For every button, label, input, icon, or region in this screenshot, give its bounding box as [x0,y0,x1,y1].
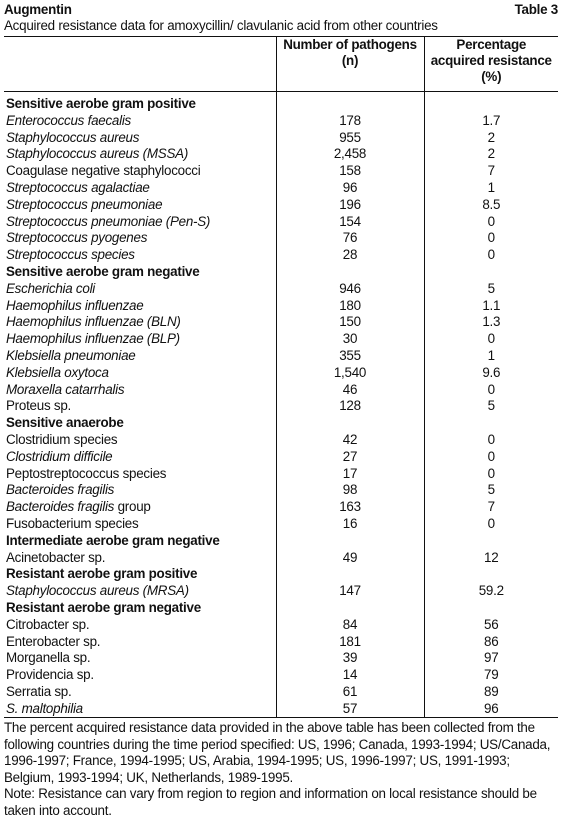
table-row [4,634,558,651]
organism-name: Haemophilus influenzae (BLN) [6,314,181,330]
resistance-percent: 1 [487,347,495,363]
footnote-note: Note: Resistance can vary from region to region and information on local resistance should be taken into account. [4,786,537,818]
table-row [4,482,558,499]
resistance-percent: 0 [487,381,495,397]
organism-name: Peptostreptococcus species [6,465,167,481]
resistance-percent: 9.6 [482,364,501,380]
table-row [4,146,558,163]
resistance-percent: 7 [487,499,495,515]
organism-name: Bacteroides fragilis [6,482,115,498]
pathogen-count: 147 [276,583,424,600]
pathogen-count: 1,540 [276,365,424,382]
resistance-percent: 1 [487,179,495,195]
table-row [4,382,558,399]
resistance-percent: 0 [487,331,495,347]
table-row [4,298,558,315]
organism-name: Klebsiella pneumoniae [6,347,136,363]
group-heading: Sensitive anaerobe [6,415,124,431]
pathogen-count: 180 [276,298,424,315]
organism-column-header [4,37,276,92]
organism-name: S. maltophilia [6,700,83,716]
empty-cell [424,415,558,432]
empty-cell [424,566,558,583]
pathogen-count: 42 [276,432,424,449]
organism-name: Clostridium species [6,431,118,447]
organism-name: Enterobacter sp. [6,633,101,649]
resistance-percent-column-header [424,37,558,92]
table-row [4,684,558,701]
resistance-percent: 0 [487,247,495,263]
table-row [4,247,558,264]
resistance-percent: 5 [487,398,495,414]
table-row [4,180,558,197]
table-row [4,432,558,449]
table-title-row [4,2,558,18]
empty-cell [276,264,424,281]
table-row [4,113,558,130]
organism-name: Staphylococcus aureus (MRSA) [6,583,189,599]
resistance-percent: 89 [484,683,499,699]
pathogen-count: 14 [276,667,424,684]
organism-name: Escherichia coli [6,280,96,296]
empty-cell [424,92,558,113]
table-row [4,550,558,567]
empty-cell [424,533,558,550]
pathogen-count: 46 [276,382,424,399]
table-row [4,281,558,298]
resistance-percent: 56 [484,616,499,632]
organism-name: Streptococcus pyogenes [6,230,148,246]
table-row [4,314,558,331]
empty-cell [424,264,558,281]
pathogen-count: 76 [276,230,424,247]
organism-name: Enterococcus faecalis [6,112,132,128]
table-row [4,398,558,415]
table-row [4,230,558,247]
organism-name: Streptococcus agalactiae [6,179,150,195]
resistance-percent: 0 [487,465,495,481]
resistance-percent: 5 [487,482,495,498]
pathogen-count: 150 [276,314,424,331]
organism-name: Streptococcus species [6,247,135,263]
organism-name [4,499,276,516]
pathogen-count-column-header [276,37,424,92]
resistance-percent: 0 [487,431,495,447]
resistance-percent: 59.2 [478,583,504,599]
resistance-percent: 8.5 [482,196,501,212]
resistance-percent: 0 [487,515,495,531]
organism-name: Morganella sp. [6,650,91,666]
pathogen-count: 96 [276,180,424,197]
table-bottom-rule [4,717,558,718]
pathogen-count: 84 [276,617,424,634]
resistance-percent: 86 [484,633,499,649]
resistance-percent: 96 [484,700,499,716]
table-row [4,499,558,516]
resistance-percent: 2 [487,129,495,145]
organism-name: Klebsiella oxytoca [6,364,109,380]
group-heading-row [4,264,558,281]
pathogen-count: 158 [276,163,424,180]
pathogen-count: 28 [276,247,424,264]
pathogen-count-header-line1: Number of pathogens [283,37,417,52]
table-subtitle: Acquired resistance data for amoxycillin/ clavulanic acid from other countries [4,18,558,37]
organism-name: Proteus sp. [6,398,71,414]
pathogen-count: 355 [276,348,424,365]
organism-name: Acinetobacter sp. [6,549,106,565]
pathogen-count: 2,458 [276,146,424,163]
pathogen-count: 98 [276,482,424,499]
table-row [4,617,558,634]
group-heading: Sensitive aerobe gram positive [6,96,196,111]
pathogen-count: 27 [276,449,424,466]
table-body [4,92,558,718]
group-heading: Resistant aerobe gram positive [6,566,198,582]
resistance-percent: 97 [484,650,499,666]
organism-name-plain-part: group [114,499,151,515]
resistance-percent: 5 [487,280,495,296]
organism-name: Streptococcus pneumoniae [6,196,163,212]
table-row [4,163,558,180]
pathogen-count: 57 [276,701,424,718]
organism-name: Streptococcus pneumoniae (Pen-S) [6,213,211,229]
resistance-percent: 2 [487,146,495,162]
resistance-percent: 79 [484,667,499,683]
resistance-percent: 12 [484,549,499,565]
group-heading-row [4,92,558,113]
table-row [4,214,558,231]
resistance-table [4,37,558,717]
pathogen-count: 946 [276,281,424,298]
footnote-countries: The percent acquired resistance data provided in the above table has been collected from the following countries during the time period specified: US, 1996; Canada, 1993-1994; US/Canada, 1996-1997; France, 1994-1995; US, Arabia, 1994-1995; US, 1996-1997; US, 1991-1993; Belgium, 1993-1994; UK, Netherlands, 1989-1995. [4,720,551,785]
resistance-header-line3: (%) [481,69,502,84]
empty-cell [276,566,424,583]
resistance-percent: 1.7 [482,112,501,128]
empty-cell [424,600,558,617]
organism-name: Clostridium difficile [6,448,113,464]
group-heading-row [4,415,558,432]
group-heading: Sensitive aerobe gram negative [6,263,200,279]
resistance-percent: 0 [487,448,495,464]
organism-name: Providencia sp. [6,667,94,683]
table-row [4,197,558,214]
resistance-header-line2: acquired resistance [430,53,552,68]
organism-name: Serratia sp. [6,683,72,699]
resistance-percent: 0 [487,213,495,229]
organism-name: Staphylococcus aureus [6,129,140,145]
group-heading-row [4,533,558,550]
table-row [4,516,558,533]
group-heading-row [4,600,558,617]
pathogen-count: 128 [276,398,424,415]
organism-name-italic-part: Bacteroides fragilis [6,499,115,515]
table-footnote [4,720,558,819]
table-row [4,348,558,365]
organism-name: Citrobacter sp. [6,616,90,632]
pathogen-count: 49 [276,550,424,567]
resistance-header-line1: Percentage [456,37,527,52]
pathogen-count: 16 [276,516,424,533]
organism-name: Haemophilus influenzae (BLP) [6,331,180,347]
table-row [4,650,558,667]
organism-name: Haemophilus influenzae [6,297,144,313]
table-row [4,449,558,466]
pathogen-count: 181 [276,634,424,651]
table-row [4,466,558,483]
group-heading: Intermediate aerobe gram negative [6,532,220,548]
table-row [4,331,558,348]
pathogen-count: 39 [276,650,424,667]
pathogen-count: 163 [276,499,424,516]
pathogen-count: 178 [276,113,424,130]
group-heading: Resistant aerobe gram negative [6,599,201,615]
table-row [4,667,558,684]
empty-cell [276,533,424,550]
pathogen-count: 196 [276,197,424,214]
pathogen-count: 154 [276,214,424,231]
empty-cell [276,415,424,432]
pathogen-count: 30 [276,331,424,348]
table-row [4,365,558,382]
empty-cell [276,92,424,113]
organism-name: Fusobacterium species [6,515,139,531]
table-header [4,37,558,92]
resistance-percent: 0 [487,230,495,246]
pathogen-count-header-line2: (n) [341,53,359,68]
pathogen-count: 955 [276,130,424,147]
pathogen-count: 61 [276,684,424,701]
resistance-percent: 1.3 [482,314,501,330]
group-heading-row [4,566,558,583]
table-number: Table 3 [514,2,558,17]
table-row [4,701,558,718]
resistance-percent: 1.1 [482,297,501,313]
empty-cell [276,600,424,617]
organism-name: Staphylococcus aureus (MSSA) [6,146,189,162]
table-row [4,130,558,147]
organism-name: Coagulase negative staphylococci [6,163,201,179]
organism-name: Moraxella catarrhalis [6,381,125,397]
resistance-percent: 7 [487,163,495,179]
table-title: Augmentin [4,2,72,17]
table-row [4,583,558,600]
pathogen-count: 17 [276,466,424,483]
